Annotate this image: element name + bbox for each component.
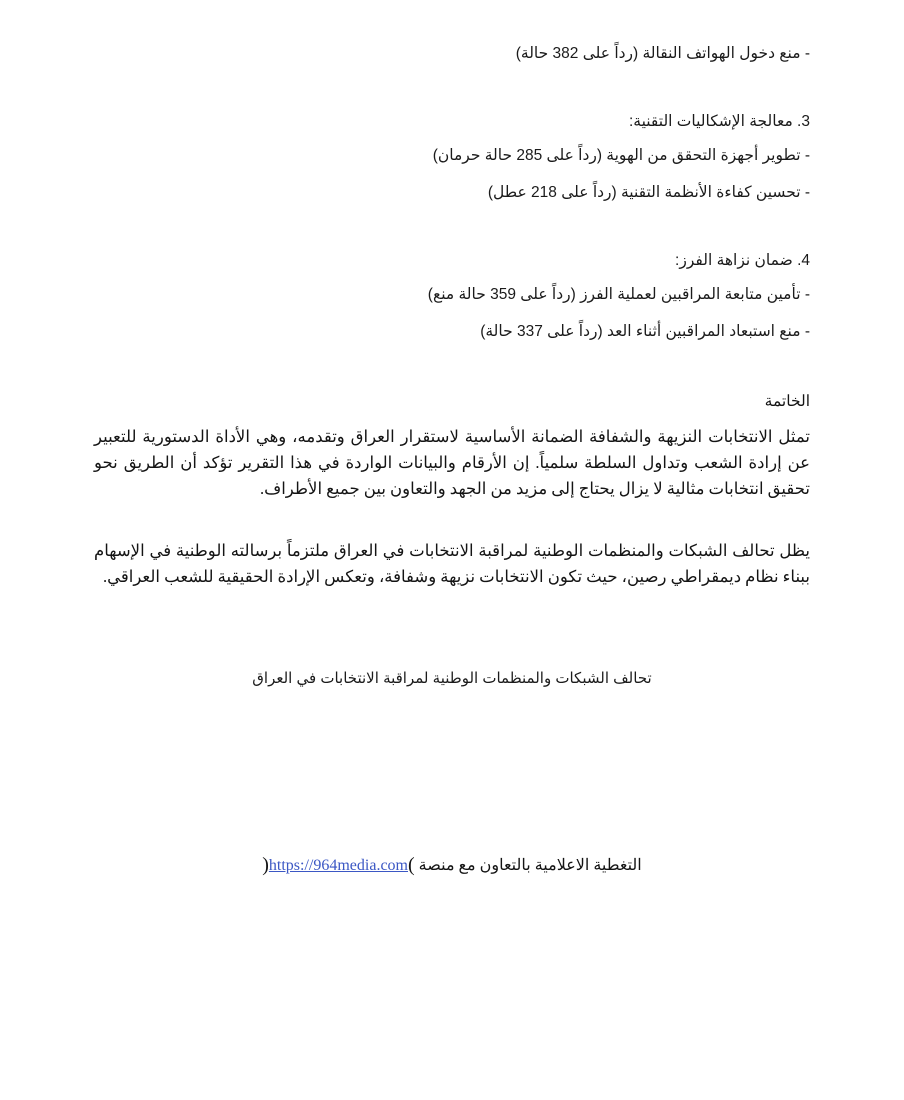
close-paren: (	[262, 854, 269, 876]
list-item	[516, 42, 810, 66]
section-heading-3	[629, 110, 810, 134]
signature-line	[0, 667, 904, 690]
footer-text: التغطية الاعلامية بالتعاون مع منصة	[418, 857, 642, 874]
conclusion-paragraph-2: يظل تحالف الشبكات والمنظمات الوطنية لمراقبة الانتخابات في العراق ملتزماً برسالته الوطنية في الإسهام ببناء نظام ديمقراطي رصين، حيث تكون الانتخابات نزيهة وشفافة، وتعكس الإرادة الحقيقية للشعب العراقي.	[94, 541, 810, 586]
footer-media-coverage	[0, 850, 904, 880]
list-item	[428, 283, 810, 307]
list-item-text: - تحسين كفاءة الأنظمة التقنية (رداً على 218 عطل)	[487, 184, 810, 201]
section-heading-4	[675, 249, 810, 273]
list-item-text: - تأمين متابعة المراقبين لعملية الفرز (رداً على 359 حالة منع)	[427, 286, 810, 303]
list-item-text: - منع دخول الهواتف النقالة (رداً على 382 حالة)	[515, 45, 810, 62]
open-paren: )	[408, 854, 415, 876]
section-heading-text: 4. ضمان نزاهة الفرز:	[675, 252, 810, 269]
footer-inner	[262, 850, 642, 880]
conclusion-heading	[765, 389, 810, 414]
list-item-text: - تطوير أجهزة التحقق من الهوية (رداً على 285 حالة حرمان)	[432, 147, 810, 164]
signature-text: تحالف الشبكات والمنظمات الوطنية لمراقبة الانتخابات في العراق	[252, 670, 652, 687]
list-item	[480, 320, 810, 344]
conclusion-heading-text: الخاتمة	[764, 393, 810, 410]
media-partner-link[interactable]: https://964media.com	[268, 857, 408, 874]
list-item	[433, 144, 810, 168]
list-item-text: - منع استبعاد المراقبين أثناء العد (رداً على 337 حالة)	[480, 323, 810, 340]
list-item	[488, 181, 810, 205]
section-heading-text: 3. معالجة الإشكاليات التقنية:	[628, 113, 810, 130]
conclusion-paragraph-1: تمثل الانتخابات النزيهة والشفافة الضمانة الأساسية لاستقرار العراق وتقدمه، وهي الأداة الدستورية للتعبير عن إرادة الشعب وتداول السلطة سلمياً. إن الأرقام والبيانات الواردة في هذا التقرير تؤكد أن الطريق نحو تحقيق انتخابات مثالية لا يزال يحتاج إلى مزيد من الجهد والتعاون بين جميع الأطراف.	[94, 427, 810, 498]
